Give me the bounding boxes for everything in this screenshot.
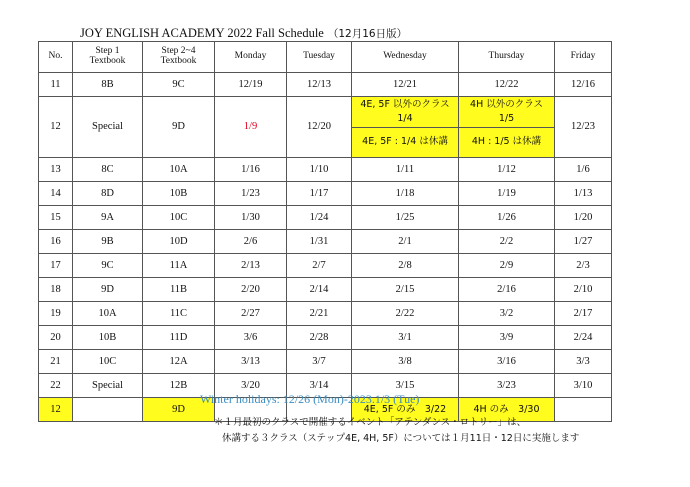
cell-tuesday: 1/17: [287, 182, 352, 206]
table-row: [39, 97, 612, 158]
cell-no: 11: [39, 73, 73, 97]
cell-step2: 10B: [143, 182, 215, 206]
cell-monday: 2/20: [215, 278, 287, 302]
cell-tuesday: 3/7: [287, 350, 352, 374]
cell-step1: 9D: [73, 278, 143, 302]
header-tuesday: Tuesday: [287, 42, 352, 73]
table-row: [39, 302, 612, 326]
cell-step1: Special: [73, 97, 143, 158]
winter-holidays-note: Winter holidays: 12/26 (Mon)-2023.1/3 (Tue): [200, 392, 420, 406]
cell-friday: 1/27: [555, 230, 612, 254]
cell-step1: 8C: [73, 158, 143, 182]
cell-tuesday: 1/10: [287, 158, 352, 182]
event-note-line1: ＊１月最初のクラスで開催するイベント「アテンダンス・ロトリー」は、: [214, 417, 527, 428]
cell-step2: 11C: [143, 302, 215, 326]
wed-note-cancel: 4E, 5F : 1/4 は休講: [362, 136, 448, 148]
cell-no: 21: [39, 350, 73, 374]
header-step2: Step 2~4 Textbook: [143, 42, 215, 73]
schedule-table: [38, 41, 612, 422]
header-step1: Step 1 Textbook: [73, 42, 143, 73]
cell-thursday: 1/26: [459, 206, 555, 230]
header-friday: Friday: [555, 42, 612, 73]
cell-monday: 2/6: [215, 230, 287, 254]
cell-monday-highlighted: 1/9: [215, 97, 287, 158]
cell-step1: 9A: [73, 206, 143, 230]
cell-step1: 9B: [73, 230, 143, 254]
cell-friday: 2/24: [555, 326, 612, 350]
cell-thursday: 2/9: [459, 254, 555, 278]
cell-no: 18: [39, 278, 73, 302]
cell-step2: 10C: [143, 206, 215, 230]
cell-step1: Special: [73, 374, 143, 398]
cell-friday: 2/10: [555, 278, 612, 302]
table-row: [39, 278, 612, 302]
cell-step1: 8D: [73, 182, 143, 206]
cell-friday: 1/6: [555, 158, 612, 182]
cell-no: 12: [39, 398, 73, 422]
cell-tuesday: 2/21: [287, 302, 352, 326]
cell-no: 15: [39, 206, 73, 230]
cell-wednesday: 2/8: [352, 254, 459, 278]
table-row: [39, 206, 612, 230]
table-row: [39, 230, 612, 254]
table-row: [39, 350, 612, 374]
cell-step2: 12B: [143, 374, 215, 398]
header-thursday: Thursday: [459, 42, 555, 73]
cell-friday: 3/3: [555, 350, 612, 374]
cell-monday: 1/16: [215, 158, 287, 182]
cell-monday: 2/27: [215, 302, 287, 326]
thu-note-cancel: 4H : 1/5 は休講: [471, 136, 542, 148]
header-wednesday: Wednesday: [352, 42, 459, 73]
cell-step2: 9C: [143, 73, 215, 97]
cell-tuesday: 1/31: [287, 230, 352, 254]
title-version: （12月16日版）: [327, 28, 408, 40]
cell-friday: 2/3: [555, 254, 612, 278]
cell-wednesday: 1/18: [352, 182, 459, 206]
cell-tuesday: 12/20: [287, 97, 352, 158]
cell-friday: 12/23: [555, 97, 612, 158]
cell-wednesday: 1/25: [352, 206, 459, 230]
cell-tuesday: 12/13: [287, 73, 352, 97]
cell-monday: 3/20: [215, 374, 287, 398]
table-row: [39, 158, 612, 182]
cell-wednesday: 2/15: [352, 278, 459, 302]
cell-thursday: 3/23: [459, 374, 555, 398]
cell-friday: [555, 398, 612, 422]
cell-step2: 11D: [143, 326, 215, 350]
cell-friday: 1/20: [555, 206, 612, 230]
cell-tuesday: 2/7: [287, 254, 352, 278]
cell-thursday: 3/16: [459, 350, 555, 374]
cell-thursday-makeup: 4H のみ 3/30: [459, 398, 555, 422]
table-row: [39, 73, 612, 97]
cell-thursday: 3/2: [459, 302, 555, 326]
cell-step2: 9D: [143, 97, 215, 158]
cell-step1: [73, 398, 143, 422]
cell-wednesday: 3/15: [352, 374, 459, 398]
cell-wednesday: 2/22: [352, 302, 459, 326]
cell-step1: 10B: [73, 326, 143, 350]
cell-monday: 1/23: [215, 182, 287, 206]
cell-tuesday: 2/28: [287, 326, 352, 350]
thu-note-date: 1/5: [498, 112, 515, 124]
cell-wednesday-makeup: 4E, 5F のみ 3/22: [352, 398, 459, 422]
cell-no: 20: [39, 326, 73, 350]
wed-note-line1: 4E, 5F 以外のクラス: [360, 98, 450, 110]
cell-step2: 11A: [143, 254, 215, 278]
wed-note-date: 1/4: [397, 112, 413, 124]
cell-thursday: 2/16: [459, 278, 555, 302]
cell-friday: 12/16: [555, 73, 612, 97]
cell-step2: 9D: [143, 398, 215, 422]
cell-no: 17: [39, 254, 73, 278]
cell-no: 12: [39, 97, 73, 158]
cell-monday: 1/30: [215, 206, 287, 230]
cell-monday: 3/13: [215, 350, 287, 374]
title-main: JOY ENGLISH ACADEMY 2022 Fall Schedule: [80, 26, 324, 40]
cell-no: 22: [39, 374, 73, 398]
cell-wednesday: 2/1: [352, 230, 459, 254]
cell-friday: 3/10: [555, 374, 612, 398]
cell-no: 14: [39, 182, 73, 206]
cell-monday: 2/13: [215, 254, 287, 278]
cell-thursday: 1/19: [459, 182, 555, 206]
event-note-line2: 休講する３クラス（ステップ4E, 4H, 5F）については１月11日・12日に実施します: [222, 433, 580, 444]
page-title: [80, 26, 407, 41]
cell-no: 16: [39, 230, 73, 254]
cell-tuesday: 3/14: [287, 374, 352, 398]
cell-step1: 10A: [73, 302, 143, 326]
cell-thursday: 1/12: [459, 158, 555, 182]
cell-no: 13: [39, 158, 73, 182]
table-row: [39, 254, 612, 278]
cell-thursday: 3/9: [459, 326, 555, 350]
cell-no: 19: [39, 302, 73, 326]
cell-thursday: 2/2: [459, 230, 555, 254]
cell-friday: 1/13: [555, 182, 612, 206]
header-row: [39, 42, 612, 73]
table-row: [39, 326, 612, 350]
cell-wednesday: 3/8: [352, 350, 459, 374]
cell-step1: 9C: [73, 254, 143, 278]
cell-monday: 12/19: [215, 73, 287, 97]
cell-friday: 2/17: [555, 302, 612, 326]
cell-tuesday: 2/14: [287, 278, 352, 302]
cell-step1: 10C: [73, 350, 143, 374]
cell-step1: 8B: [73, 73, 143, 97]
cell-wednesday: 3/1: [352, 326, 459, 350]
cell-wednesday-split: [352, 97, 459, 158]
table-row: [39, 182, 612, 206]
header-no: No.: [39, 42, 73, 73]
header-monday: Monday: [215, 42, 287, 73]
cell-step2: 10D: [143, 230, 215, 254]
cell-tuesday: 1/24: [287, 206, 352, 230]
cell-wednesday: 12/21: [352, 73, 459, 97]
cell-thursday: 12/22: [459, 73, 555, 97]
cell-thursday-split: [459, 97, 555, 158]
cell-wednesday: 1/11: [352, 158, 459, 182]
cell-step2: 11B: [143, 278, 215, 302]
thu-note-line1: 4H 以外のクラス: [470, 98, 543, 110]
cell-monday: 3/6: [215, 326, 287, 350]
cell-step2: 12A: [143, 350, 215, 374]
cell-step2: 10A: [143, 158, 215, 182]
